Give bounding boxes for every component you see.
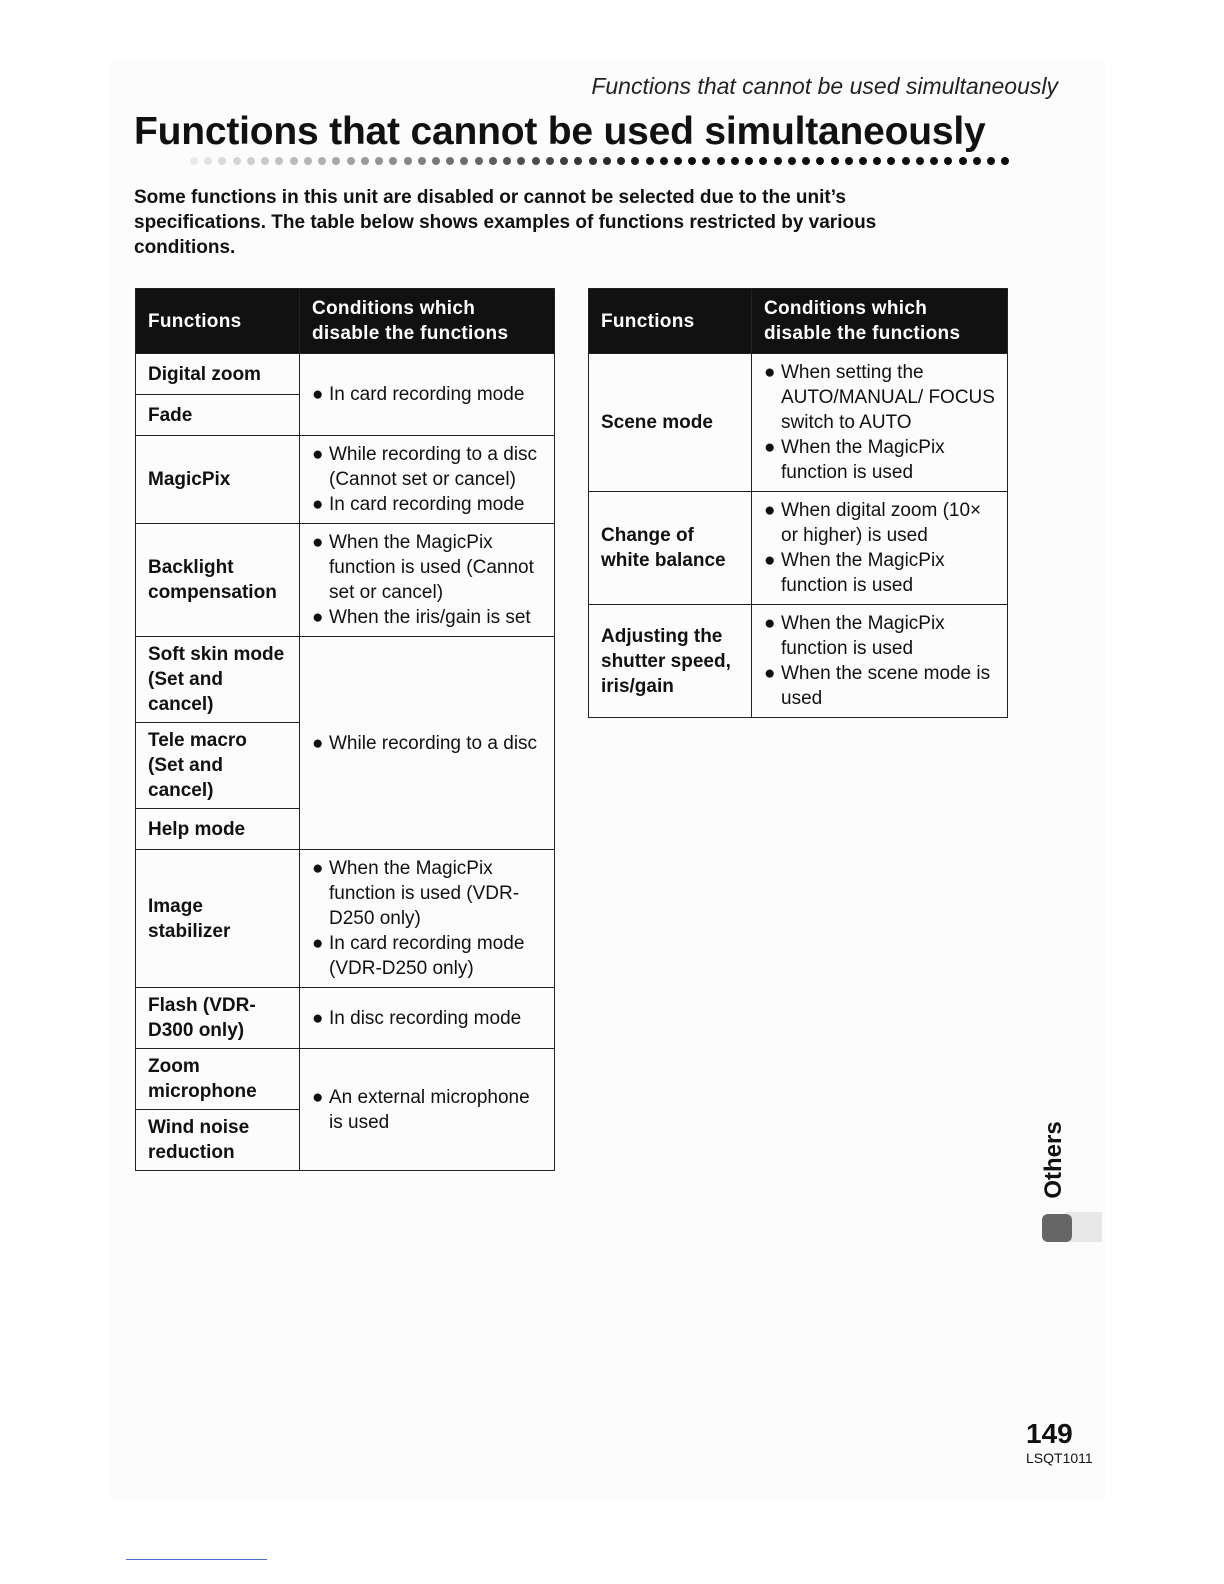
function-shutter-speed: Adjusting the shutter speed, iris/gain: [589, 605, 752, 718]
divider-dot: [290, 157, 298, 165]
divider-dot: [987, 157, 995, 165]
divider-dot: [646, 157, 654, 165]
bullet-icon: ●: [764, 362, 776, 383]
divider-dot: [560, 157, 568, 165]
function-fade: Fade: [136, 395, 300, 436]
condition-item: ● When the iris/gain is set: [312, 607, 531, 628]
condition-item: ● When setting the AUTO/MANUAL/ FOCUS switch to AUTO: [764, 362, 995, 433]
table-row: [136, 850, 555, 988]
divider-dot: [859, 157, 867, 165]
document-code: LSQT1011: [1026, 1450, 1093, 1466]
divider-dot: [218, 157, 226, 165]
bullet-icon: ●: [764, 500, 776, 521]
divider-dot: [802, 157, 810, 165]
divider-dot: [204, 157, 212, 165]
footer-rule: [126, 1559, 267, 1560]
divider-dot: [247, 157, 255, 165]
divider-dot: [332, 157, 340, 165]
table-row: [136, 354, 555, 395]
conditions-cell: [300, 850, 555, 988]
condition-item: ● In card recording mode: [312, 494, 525, 515]
condition-item: ● An external microphone is used: [312, 1086, 530, 1133]
divider-dot: [688, 157, 696, 165]
function-image-stabilizer: Image stabilizer: [136, 850, 300, 988]
divider-dot: [959, 157, 967, 165]
bullet-icon: ●: [312, 1007, 324, 1029]
restrictions-table-left: [135, 288, 555, 1171]
conditions-cell: [752, 354, 1008, 492]
table-row: [136, 524, 555, 637]
divider-dot: [574, 157, 582, 165]
bullet-icon: ●: [764, 550, 776, 571]
divider-dot: [873, 157, 881, 165]
divider-dot: [489, 157, 497, 165]
col-header-conditions: Conditions which disable the functions: [300, 289, 555, 354]
divider-dot: [446, 157, 454, 165]
divider-dot: [631, 157, 639, 165]
bullet-icon: ●: [764, 437, 776, 458]
bullet-icon: ●: [312, 384, 324, 405]
divider-dot: [361, 157, 369, 165]
divider-dot: [788, 157, 796, 165]
function-magicpix: MagicPix: [136, 436, 300, 524]
function-help-mode: Help mode: [136, 809, 300, 850]
divider-dot: [389, 157, 397, 165]
divider-dot: [717, 157, 725, 165]
bullet-icon: ●: [312, 858, 324, 879]
restrictions-table-right: [588, 288, 1008, 718]
table-row: [136, 1049, 555, 1110]
bullet-icon: ●: [312, 532, 324, 553]
bullet-icon: ●: [312, 607, 324, 628]
divider-dot: [318, 157, 326, 165]
divider-dot: [887, 157, 895, 165]
col-header-functions: Functions: [136, 289, 300, 354]
divider-dot: [347, 157, 355, 165]
condition-item: ● When the scene mode is used: [764, 663, 991, 709]
divider-dot: [660, 157, 668, 165]
bullet-icon: ●: [312, 933, 324, 954]
col-header-functions: Functions: [589, 289, 752, 354]
table-row: [589, 354, 1008, 492]
divider-dot: [902, 157, 910, 165]
function-soft-skin: Soft skin mode (Set and cancel): [136, 637, 300, 723]
divider-dot: [460, 157, 468, 165]
divider-dot: [845, 157, 853, 165]
table-row: [136, 436, 555, 524]
divider-dot: [190, 157, 198, 165]
divider-dot: [233, 157, 241, 165]
divider-dot: [1001, 157, 1009, 165]
condition-item: ● When the MagicPix function is used (VDR-D250 only): [312, 858, 520, 929]
bullet-icon: ●: [312, 444, 324, 465]
function-tele-macro: Tele macro (Set and cancel): [136, 723, 300, 809]
divider-dot: [816, 157, 824, 165]
condition-item: ● When digital zoom (10× or higher) is used: [764, 500, 982, 546]
divider-dot: [759, 157, 767, 165]
function-scene-mode: Scene mode: [589, 354, 752, 492]
divider-dot: [745, 157, 753, 165]
bullet-icon: ●: [312, 494, 324, 515]
condition-item: ● When the MagicPix function is used: [764, 613, 945, 659]
conditions-cell: [300, 524, 555, 637]
col-header-conditions: Conditions which disable the functions: [752, 289, 1008, 354]
title-dot-divider: [190, 153, 1010, 169]
divider-dot: [831, 157, 839, 165]
divider-dot: [275, 157, 283, 165]
bullet-icon: ●: [764, 613, 776, 634]
table-row: [589, 492, 1008, 605]
divider-dot: [517, 157, 525, 165]
condition-item: ● When the MagicPix function is used: [764, 437, 945, 483]
table-row: [589, 605, 1008, 718]
divider-dot: [930, 157, 938, 165]
bullet-icon: ●: [764, 663, 776, 684]
divider-dot: [944, 157, 952, 165]
function-flash: Flash (VDR-D300 only): [136, 988, 300, 1049]
divider-dot: [916, 157, 924, 165]
divider-dot: [375, 157, 383, 165]
condition-item: ● While recording to a disc (Cannot set or cancel): [312, 444, 538, 490]
function-digital-zoom: Digital zoom: [136, 354, 300, 395]
divider-dot: [617, 157, 625, 165]
section-tab-marker: [1042, 1214, 1072, 1242]
function-wind-noise-reduction: Wind noise reduction: [136, 1110, 300, 1171]
function-backlight-compensation: Backlight compensation: [136, 524, 300, 637]
table-row: [136, 637, 555, 723]
conditions-cell: [300, 988, 555, 1049]
divider-dot: [774, 157, 782, 165]
condition-item: ● While recording to a disc: [312, 732, 538, 754]
divider-dot: [432, 157, 440, 165]
section-tab-label: Others: [1040, 1121, 1067, 1199]
page-number: 149: [1026, 1418, 1073, 1449]
conditions-cell: [300, 637, 555, 850]
divider-dot: [475, 157, 483, 165]
conditions-cell: [752, 605, 1008, 718]
divider-dot: [702, 157, 710, 165]
bullet-icon: ●: [312, 732, 324, 754]
divider-dot: [546, 157, 554, 165]
divider-dot: [532, 157, 540, 165]
divider-dot: [731, 157, 739, 165]
conditions-cell: [300, 354, 555, 436]
condition-item: ● When the MagicPix function is used (Cannot set or cancel): [312, 532, 534, 603]
divider-dot: [674, 157, 682, 165]
table-header-row: [589, 289, 1008, 354]
condition-item: ● In disc recording mode: [312, 1007, 522, 1029]
table-row: [136, 988, 555, 1049]
divider-dot: [304, 157, 312, 165]
divider-dot: [603, 157, 611, 165]
divider-dot: [418, 157, 426, 165]
condition-item: ● In card recording mode: [312, 384, 525, 405]
divider-dot: [404, 157, 412, 165]
condition-item: ● In card recording mode (VDR-D250 only): [312, 933, 525, 979]
intro-paragraph: Some functions in this unit are disabled or cannot be selected due to the unit’s specifications. The table below shows examples of functions restricted by various conditions.: [134, 187, 877, 258]
conditions-cell: [752, 492, 1008, 605]
page-title: Functions that cannot be used simultaneously: [134, 110, 986, 153]
divider-dot: [261, 157, 269, 165]
conditions-cell: [300, 1049, 555, 1171]
bullet-icon: ●: [312, 1086, 324, 1108]
table-header-row: [136, 289, 555, 354]
divider-dot: [503, 157, 511, 165]
divider-dot: [589, 157, 597, 165]
condition-item: ● When the MagicPix function is used: [764, 550, 945, 596]
conditions-cell: [300, 436, 555, 524]
divider-dot: [973, 157, 981, 165]
function-zoom-microphone: Zoom microphone: [136, 1049, 300, 1110]
function-white-balance: Change of white balance: [589, 492, 752, 605]
running-head: Functions that cannot be used simultaneously: [591, 73, 1058, 99]
